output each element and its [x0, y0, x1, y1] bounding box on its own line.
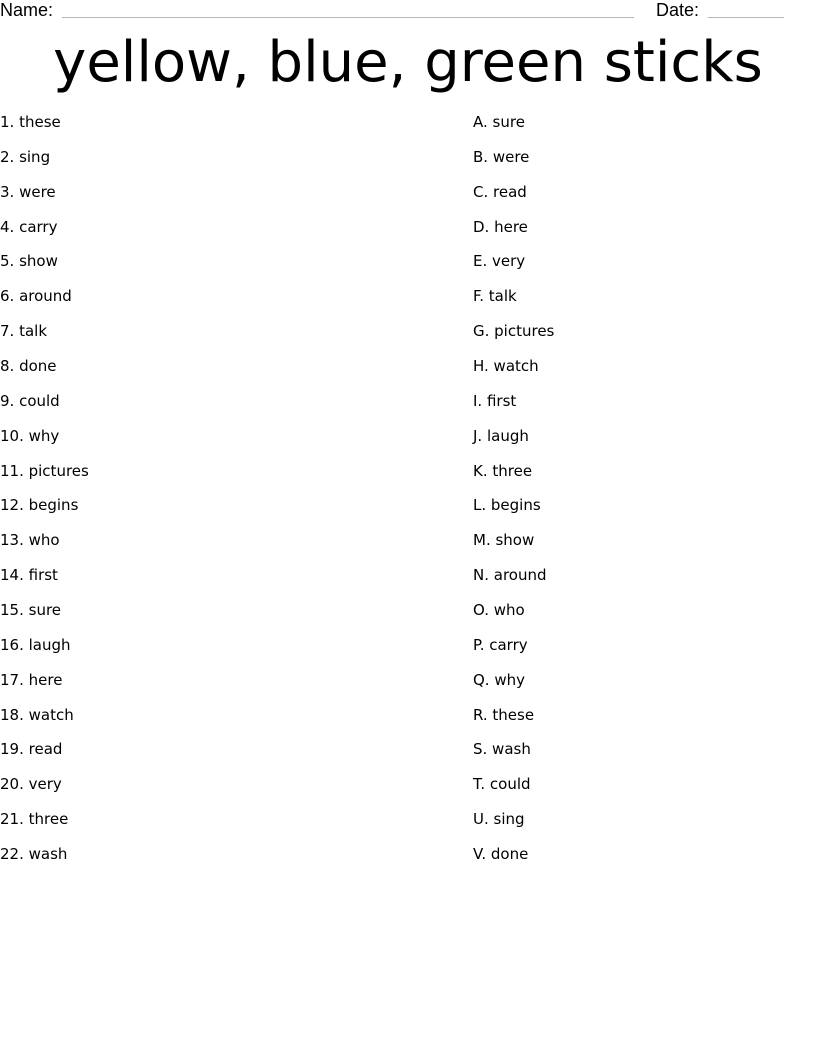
question-item: 10. why [0, 426, 60, 445]
question-item: 8. done [0, 357, 57, 376]
answer-item: D. here [473, 217, 528, 236]
date-blank-line [708, 17, 784, 18]
question-item: 3. were [0, 182, 56, 201]
answer-item: B. were [473, 147, 530, 166]
name-blank-line [62, 17, 634, 18]
question-item: 15. sure [0, 601, 62, 620]
answer-item: I. first [473, 391, 517, 410]
answer-item: O. who [473, 601, 525, 620]
question-list [0, 111, 89, 878]
question-item: 19. read [0, 740, 63, 759]
question-item: 22. wash [0, 845, 68, 864]
answer-item: T. could [473, 775, 531, 794]
answer-item: N. around [473, 566, 547, 585]
answer-item: F. talk [473, 287, 517, 306]
question-item: 9. could [0, 391, 60, 410]
answer-item: J. laugh [473, 426, 529, 445]
worksheet-title: yellow, blue, green sticks [53, 30, 763, 95]
answer-item: L. begins [473, 496, 541, 515]
answer-item: K. three [473, 461, 533, 480]
answer-item: G. pictures [473, 322, 555, 341]
question-item: 14. first [0, 566, 58, 585]
question-item: 7. talk [0, 322, 48, 341]
question-item: 6. around [0, 287, 72, 306]
question-item: 20. very [0, 775, 62, 794]
question-item: 21. three [0, 810, 69, 829]
answer-item: A. sure [473, 113, 525, 131]
answer-item: H. watch [473, 357, 539, 376]
date-label: Date: [656, 0, 700, 20]
answer-item: M. show [473, 531, 535, 550]
answer-item: S. wash [473, 740, 531, 759]
question-item: 2. sing [0, 147, 51, 166]
question-item: 12. begins [0, 496, 79, 515]
answer-item: U. sing [473, 810, 525, 829]
name-label: Name: [0, 0, 54, 20]
question-item: 1. these [0, 113, 61, 131]
answer-item: Q. why [473, 670, 525, 689]
question-item: 18. watch [0, 705, 74, 724]
answer-list [473, 111, 554, 878]
question-item: 17. here [0, 670, 63, 689]
answer-item: C. read [473, 182, 527, 201]
answer-item: V. done [473, 845, 529, 864]
question-item: 5. show [0, 252, 58, 271]
answer-item: P. carry [473, 635, 528, 654]
answer-item: R. these [473, 705, 535, 724]
question-item: 4. carry [0, 217, 58, 236]
answer-item: E. very [473, 252, 526, 271]
worksheet-header [0, 0, 816, 24]
question-item: 16. laugh [0, 635, 71, 654]
question-item: 13. who [0, 531, 60, 550]
question-item: 11. pictures [0, 461, 89, 480]
